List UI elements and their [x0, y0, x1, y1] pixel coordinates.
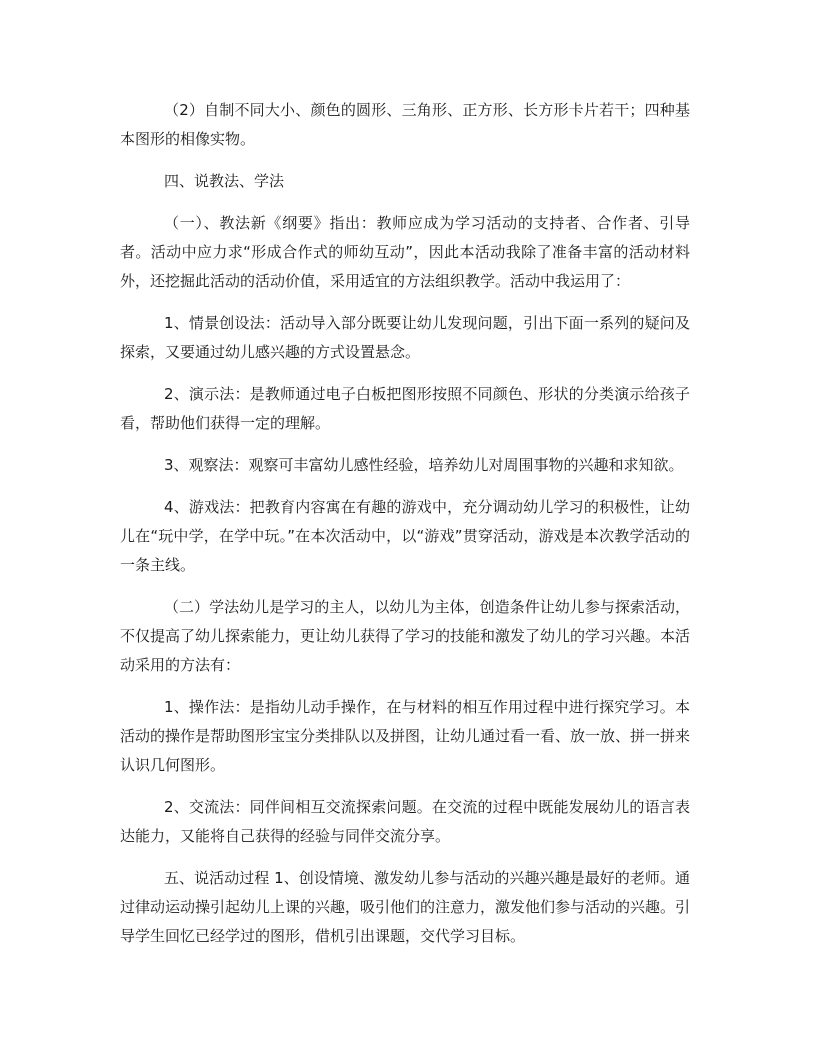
paragraph-scenario-method: 1、情景创设法：活动导入部分既要让幼儿发现问题，引出下面一系列的疑问及探索，又要通过幼儿感兴趣的方式设置悬念。: [120, 314, 690, 361]
paragraph-observation-method: 3、观察法：观察可丰富幼儿感性经验，培养幼儿对周围事物的兴趣和求知欲。: [164, 456, 684, 474]
paragraph-activity-process: 五、说活动过程 1、创设情境、激发幼儿参与活动的兴趣兴趣是最好的老师。通过律动运动操引起幼儿上课的兴趣，吸引他们的注意力，激发他们参与活动的兴趣。引导学生回忆已经学过的图形，借机引出课题，交代学习目标。: [120, 869, 691, 945]
paragraph-materials: （2）自制不同大小、颜色的圆形、三角形、正方形、长方形卡片若干；四种基本图形的相像实物。: [120, 101, 690, 148]
paragraph-operation-method: 1、操作法：是指幼儿动手操作，在与材料的相互作用过程中进行探究学习。本活动的操作是帮助图形宝宝分类排队以及拼图，让幼儿通过看一看、放一放、拼一拼来认识几何图形。: [120, 698, 691, 774]
paragraph-communication-method: 2、交流法：同伴间相互交流探索问题。在交流的过程中既能发展幼儿的语言表达能力，又能将自己获得的经验与同伴交流分享。: [120, 798, 690, 845]
paragraph-demonstration-method: 2、演示法：是教师通过电子白板把图形按照不同颜色、形状的分类演示给孩子看，帮助他们获得一定的理解。: [120, 385, 690, 432]
paragraph-game-method: 4、游戏法：把教育内容寓在有趣的游戏中，充分调动幼儿学习的积极性，让幼儿在“玩中学，在学中玩。”在本次活动中，以“游戏”贯穿活动，游戏是本次教学活动的一条主线。: [120, 498, 690, 574]
paragraph-teaching-methods: （一）、教法新《纲要》指出：教师应成为学习活动的支持者、合作者、引导者。活动中应力求“形成合作式的师幼互动”，因此本活动我除了准备丰富的活动材料外，还挖掘此活动的活动价值，采用适宜的方法组织教学。活动中我运用了：: [120, 214, 690, 290]
section-heading-methods: 四、说教法、学法: [164, 172, 285, 190]
paragraph-learning-methods: （二）学法幼儿是学习的主人，以幼儿为主体，创造条件让幼儿参与探索活动，不仅提高了幼儿探索能力，更让幼儿获得了学习的技能和激发了幼儿的学习兴趣。本活动采用的方法有：: [120, 598, 691, 674]
